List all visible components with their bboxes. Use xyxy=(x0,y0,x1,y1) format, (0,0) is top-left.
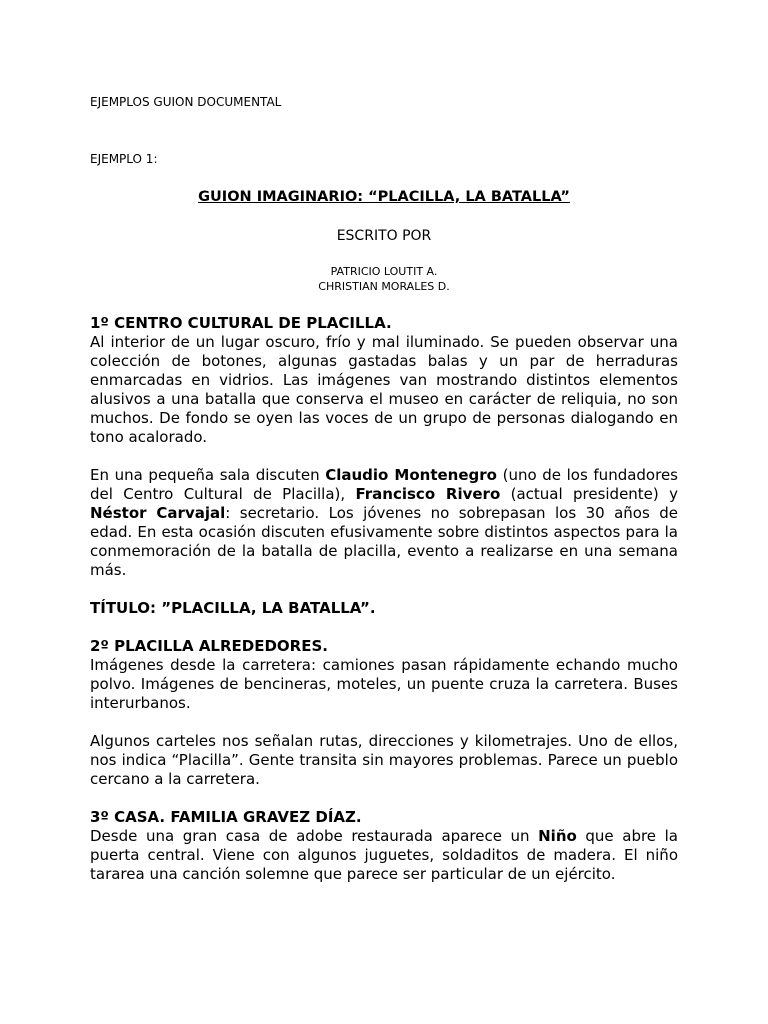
scene-2-paragraph-2: Algunos carteles nos señalan rutas, direcciones y kilometrajes. Uno de ellos, nos indica “Placilla”. Gente transita sin mayores problemas. Parece un pueblo cercano a la carretera. xyxy=(90,732,678,788)
document-title: EJEMPLOS GUION DOCUMENTAL xyxy=(90,95,282,109)
script-body xyxy=(90,314,678,884)
character-name: Claudio Montenegro xyxy=(325,466,497,484)
scene-1-paragraph-2: En una pequeña sala discuten Claudio Montenegro (uno de los fundadores del Centro Cultural de Placilla), Francisco Rivero (actual presidente) y Néstor Carvajal: secretario. Los jóvenes no sobrepasan los 30 años de edad. En esta ocasión discuten efusivamente sobre distintos aspectos para la conmemoración de la batalla de placilla, evento a realizarse en una semana más. xyxy=(90,466,678,579)
title-heading: TÍTULO: ”PLACILLA, LA BATALLA”. xyxy=(90,599,376,617)
author-name: PATRICIO LOUTIT A. xyxy=(330,265,438,278)
script-title: GUION IMAGINARIO: “PLACILLA, LA BATALLA” xyxy=(198,189,570,205)
scene-3-paragraph-1: Desde una gran casa de adobe restaurada aparece un Niño que abre la puerta central. Viene con algunos juguetes, soldaditos de madera. El niño tararea una canción solemne que parece ser particular de un ejército. xyxy=(90,827,678,883)
written-by-label: ESCRITO POR xyxy=(336,228,432,244)
character-name: Néstor Carvajal xyxy=(90,504,226,522)
author-name: CHRISTIAN MORALES D. xyxy=(318,280,450,293)
character-name: Francisco Rivero xyxy=(355,485,501,503)
authors-block xyxy=(90,264,678,294)
example-label: EJEMPLO 1: xyxy=(90,152,158,166)
scene-heading-2: 2º PLACILLA ALREDEDORES. xyxy=(90,637,328,655)
scene-heading-1: 1º CENTRO CULTURAL DE PLACILLA. xyxy=(90,314,392,332)
character-name: Niño xyxy=(538,827,577,845)
scene-heading-3: 3º CASA. FAMILIA GRAVEZ DÍAZ. xyxy=(90,808,362,826)
scene-1-paragraph-1: Al interior de un lugar oscuro, frío y mal iluminado. Se pueden observar una colección de botones, algunas gastadas balas y un par de herraduras enmarcadas en vidrios. Las imágenes van mostrando distintos elementos alusivos a una batalla que conserva el museo en carácter de reliquia, no son muchos. De fondo se oyen las voces de un grupo de personas dialogando en tono acalorado. xyxy=(90,333,678,446)
document-page xyxy=(90,0,678,1024)
scene-2-paragraph-1: Imágenes desde la carretera: camiones pasan rápidamente echando mucho polvo. Imágenes de bencineras, moteles, un puente cruza la carretera. Buses interurbanos. xyxy=(90,656,678,712)
